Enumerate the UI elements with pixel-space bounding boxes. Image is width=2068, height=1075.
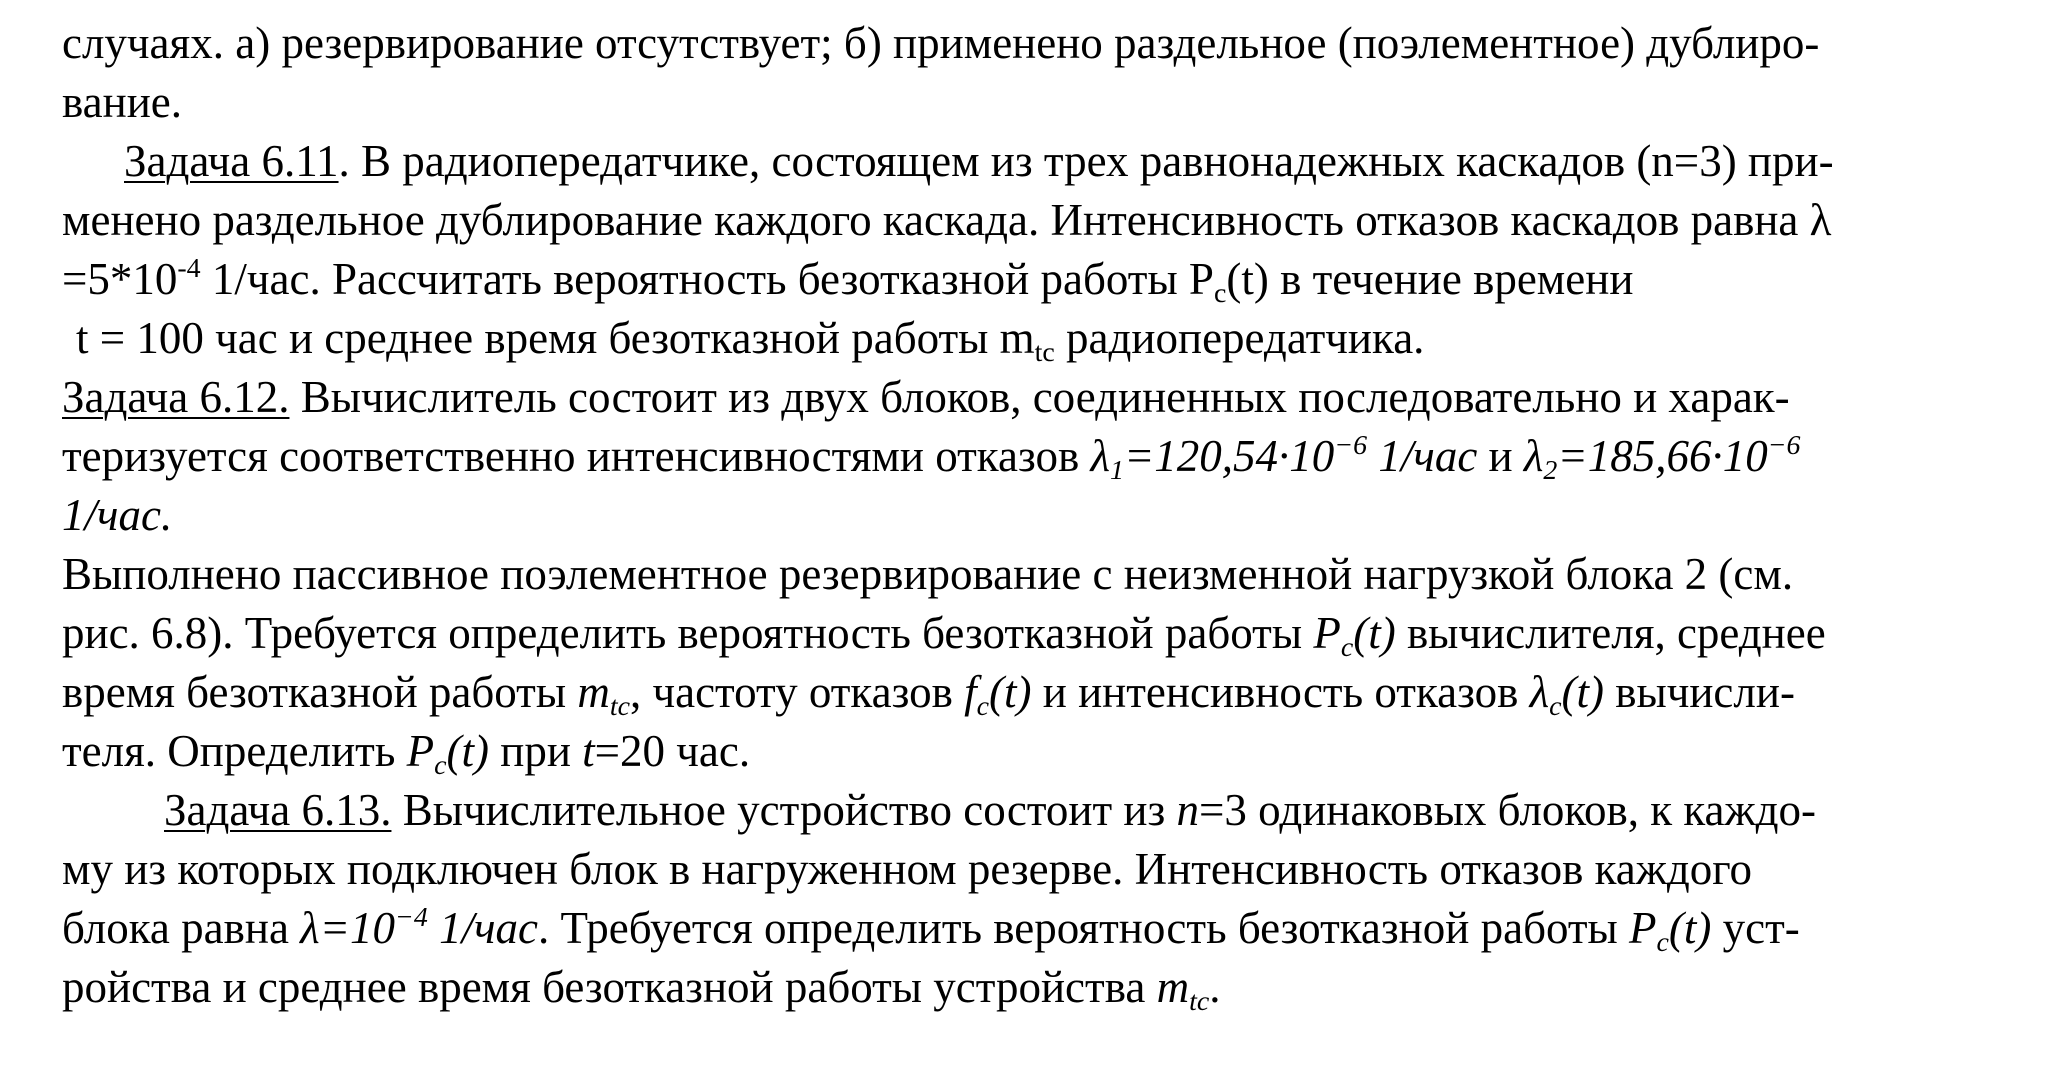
text-span: менено раздельное дублирование каждого каскада. Интенсивность отказов каскадов равна λ [62,195,1832,245]
subscript: c [1656,926,1669,958]
formula-value: =120,54·10 [1123,431,1335,481]
formula-unit: 1/час [1367,431,1478,481]
text-span: при [488,726,583,776]
text-span: случаях. а) резервирование отсутствует; б) применено раздельное (поэлементное) дублиро- [62,18,1820,68]
subscript: 1 [1109,454,1124,486]
text-span: ройства и среднее время безотказной работы устройства [62,962,1157,1012]
task-6-13-line-2 [62,840,2048,899]
text-span: вычислителя, среднее [1395,608,1826,658]
subscript: c [434,749,447,781]
task-6-12-line-6 [62,663,2048,722]
task-6-12-line-2 [62,427,2048,486]
formula-lambda: λ=10 [300,903,396,953]
text-span: . [1209,962,1221,1012]
task-6-12-line-7 [62,722,2048,781]
text-span: =5*10 [62,254,178,304]
task-6-11-line-2 [62,191,2048,250]
text-span: Вычислитель состоит из двух блоков, соединенных последовательно и харак- [289,372,1790,422]
formula-n: n [1176,785,1199,835]
formula-f: f [964,667,977,717]
subscript: c [1549,690,1562,722]
text-span: время безотказной работы [62,667,578,717]
task-6-13-heading: Задача 6.13. [164,785,392,835]
formula-P: P [406,726,435,776]
text-span: =20 час. [594,726,751,776]
task-6-11-line-3 [62,250,2048,309]
text-span: му из которых подключен блок в нагруженном резерве. Интенсивность отказов каждого [62,844,1753,894]
text-span: и [1477,431,1524,481]
task-6-12-line-3 [62,486,2048,545]
subscript: 2 [1543,454,1558,486]
text-span: теризуется соответственно интенсивностями отказов [62,431,1091,481]
formula-P: P [1313,608,1341,658]
subscript: tc [1189,985,1210,1017]
exponent: −6 [1767,430,1801,462]
text-span: Выполнено пассивное поэлементное резервирование с неизменной нагрузкой блока 2 (см. [62,549,1794,599]
formula-arg: (t) [989,667,1032,717]
formula-lambda: λ [1523,431,1544,481]
text-span: теля. Определить [62,726,407,776]
subscript: c [1340,631,1354,663]
text-span: =3 одинаковых блоков, к каждо- [1199,785,1816,835]
formula-lambda: λ [1090,431,1110,481]
text-span: вание. [62,77,183,127]
text-line [62,73,2048,132]
text-span: радиопередатчика. [1054,313,1425,363]
text-span: и интенсивность отказов [1031,667,1530,717]
formula-arg: (t) [1561,667,1604,717]
task-6-12-line-4 [62,545,2048,604]
text-span: Вычислительное устройство состоит из [391,785,1177,835]
text-span: . Требуется определить вероятность безотказной работы [538,903,1630,953]
text-span: уст- [1711,903,1800,953]
text-span: (t) в течение времени [1226,254,1634,304]
task-6-11-line-1 [62,132,2048,191]
formula-arg: (t) [1668,903,1712,953]
exponent: −6 [1334,430,1368,462]
text-span: вычисли- [1603,667,1795,717]
text-span: t = 100 час и среднее время безотказной работы m [76,313,1035,363]
task-6-13-line-4 [62,958,2048,1017]
formula-m: m [1156,962,1190,1012]
formula-t: t [582,726,595,776]
formula-arg: (t) [446,726,489,776]
text-span: 1/час. Рассчитать вероятность безотказной работы P [200,254,1214,304]
subscript: tc [609,690,630,722]
subscript: c [976,690,989,722]
task-6-12-line-5 [62,604,2048,663]
text-line [62,14,2048,73]
subscript: tc [1034,336,1055,368]
text-span: блока равна [62,903,301,953]
task-6-11-line-4 [62,309,2048,368]
text-span: рис. 6.8). Требуется определить вероятность безотказной работы [62,608,1314,658]
formula-lambda: λ [1529,667,1550,717]
formula-P: P [1629,903,1657,953]
task-6-13-line-3 [62,899,2048,958]
formula-unit: 1/час [427,903,539,953]
formula-value: =185,66·10 [1557,431,1768,481]
exponent: -4 [177,253,201,285]
task-6-13-line-1 [62,781,2048,840]
text-span: . В радиопередатчике, состоящем из трех равнонадежных каскадов (n=3) при- [338,136,1834,186]
formula-unit: 1/час. [62,490,173,540]
formula-arg: (t) [1353,608,1396,658]
task-6-12-heading: Задача 6.12. [62,372,290,422]
subscript: c [1213,277,1227,309]
formula-m: m [577,667,610,717]
task-6-12-line-1 [62,368,2048,427]
task-6-11-heading: Задача 6.11 [124,136,339,186]
exponent: −4 [395,902,428,934]
text-span: , частоту отказов [629,667,965,717]
